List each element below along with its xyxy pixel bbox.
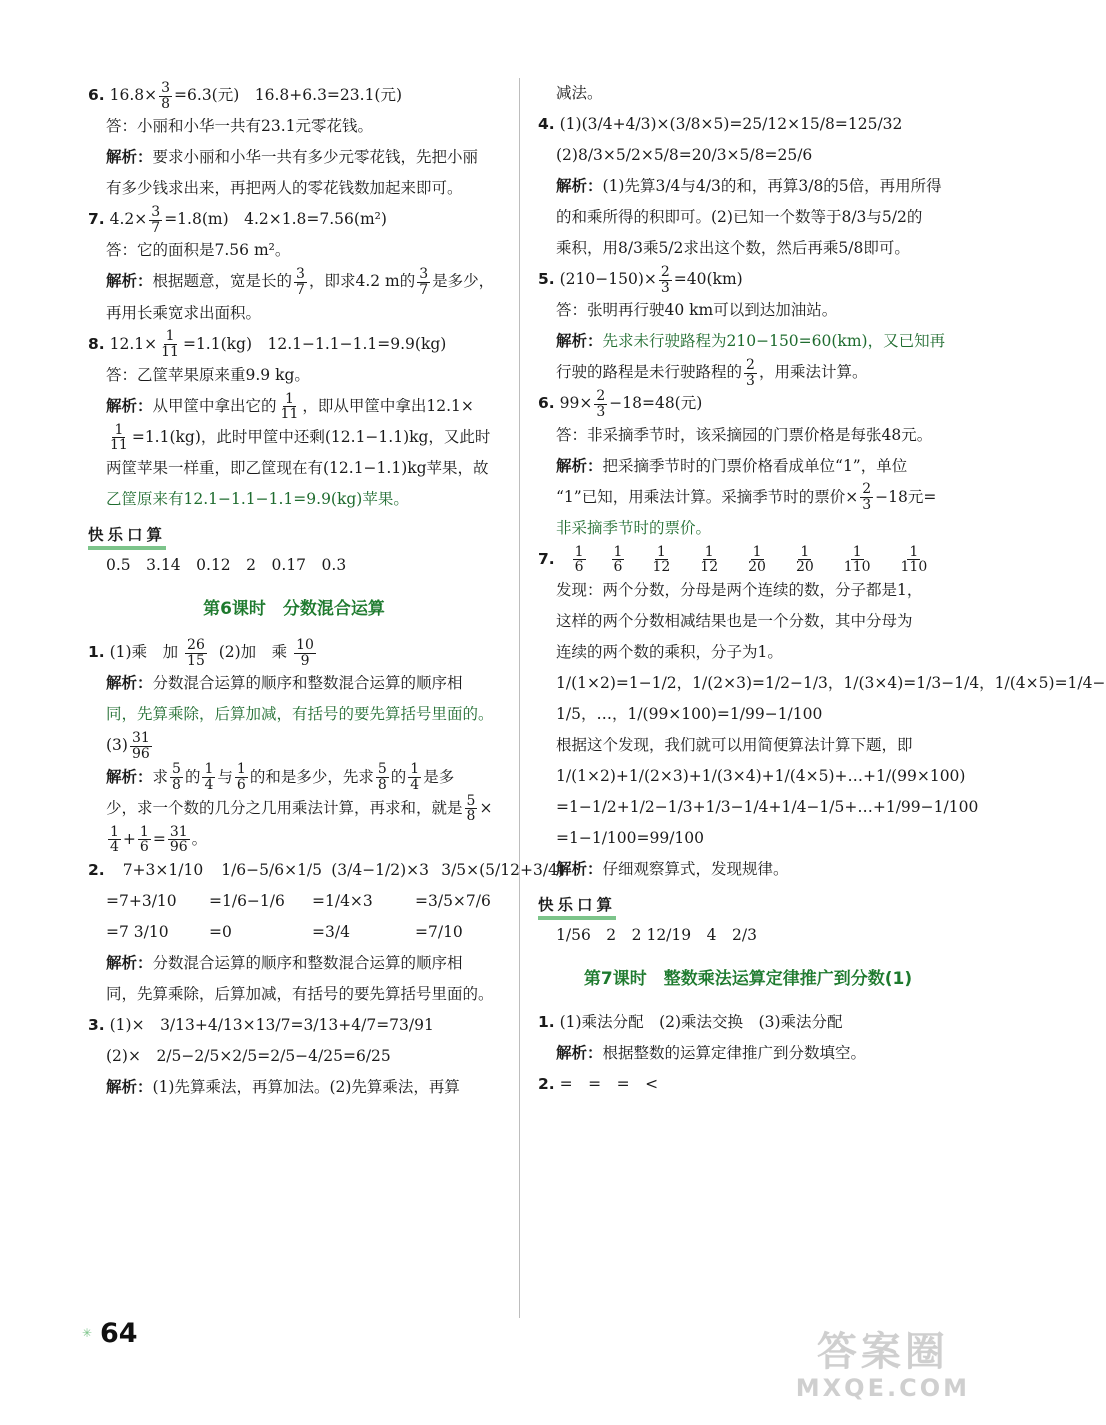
q4-analysis: 解析：(1)先算3/4与4/3的和，再算3/8的5倍，再用所得 (556, 177, 942, 195)
q7-finding: 连续的两个数的乘积，分子为1。 (556, 642, 783, 661)
q7-equation: 1/(1×2)=1−1/2，1/(2×3)=1/2−1/3，1/(3×4)=1/3−1/4，1/(4×5)=1/4− (556, 673, 1106, 692)
lesson-6-title: 第6课时 分数混合运算 (203, 599, 385, 620)
fraction: $\frac{2}{3}$ (660, 263, 670, 296)
l6-q1-analysis-2: 解析：求 $\frac{5}{8}$ 的 $\frac{1}{4}$ 与 $\frac{1}{6}$ 的和是多少，先求 $\frac{5}{8}$ 的 $\frac{1}{4}$ 是多 (106, 761, 455, 793)
right-column (538, 78, 1106, 1100)
fraction: $\frac{2}{3}$ (862, 481, 872, 514)
fraction: $\frac{1}{6}$ (613, 543, 623, 576)
q7-calc: =1−1/100=99/100 (556, 828, 705, 847)
q7-analysis: 解析：仔细观察算式，发现规律。 (556, 859, 789, 878)
q7-analysis: 解析：根据题意，宽是长的 $\frac{3}{7}$ ，即求4.2 m的 $\frac{3}{7}$ 是多少， (106, 266, 495, 298)
q8-equation: 8. 12.1× $\frac{1}{11}$ =1.1(kg) 12.1−1.1−1.1=9.9(kg) (88, 328, 447, 361)
l6-q3-analysis: 解析：(1)先算乘法，再算加法。(2)先算乘法，再算 (106, 1078, 460, 1097)
q7-fractions: 7. $\frac{1}{6}$ $\frac{1}{6}$ $\frac{1}{12}$ $\frac{1}{12}$ $\frac{1}{20}$ $\frac{1}{20}$ $\frac{1}{110}$ $\frac{1}{110}$ (538, 544, 958, 575)
left-column (88, 79, 564, 1103)
q6-answer: 答：非采摘季节时，该采摘园的门票价格是每张48元。 (556, 425, 933, 444)
l6-q2-row: 2. 7+3×1/10 1/6−5/6×1/5 (3/4−1/2)×3 3/5×(5/12+3/4) (88, 861, 564, 880)
fraction: $\frac{10}{9}$ (296, 636, 314, 669)
l6-q1: 1. (1)乘 加 $\frac{26}{15}$ (2)加 乘 $\frac{10}{9}$ (88, 636, 314, 669)
fraction: $\frac{5}{8}$ (377, 761, 387, 793)
l6-q2-analysis: 解析：分数混合运算的顺序和整数混合运算的顺序相 (106, 954, 463, 973)
fraction: $\frac{1}{11}$ (161, 328, 179, 361)
q5-equation: 5. (210−150)× $\frac{2}{3}$ =40(km) (538, 263, 743, 296)
fraction: $\frac{1}{11}$ (110, 421, 128, 454)
q7-equation: 1/5，…，1/(99×100)=1/99−1/100 (556, 704, 823, 723)
q7-calc: =1−1/2+1/2−1/3+1/3−1/4+1/4−1/5+…+1/99−1/100 (556, 797, 979, 816)
q4-part2: (2)8/3×5/2×5/8=20/3×5/8=25/6 (556, 146, 813, 164)
q7-answer: 答：它的面积是7.56 m²。 (106, 241, 291, 260)
q5-answer: 答：张明再行驶40 km可以到达加油站。 (556, 301, 838, 320)
page-number: 64 (100, 1318, 138, 1349)
l6-q1-analysis: 解析：分数混合运算的顺序和整数混合运算的顺序相 (106, 674, 463, 693)
l6-q1-analysis-2-cont: 少，求一个数的几分之几用乘法计算，再求和，就是 $\frac{5}{8}$ × (106, 792, 493, 825)
l6-q3-part2: (2)× 2/5−2/5×2/5=2/5−4/25=6/25 (106, 1047, 391, 1066)
fraction: $\frac{1}{6}$ (574, 543, 584, 576)
fraction: $\frac{3}{7}$ (296, 266, 305, 298)
q7-analysis-cont: 再用长乘宽求出面积。 (106, 303, 262, 322)
l7-q2: 2. = = = < (538, 1074, 659, 1093)
l6-q1-analysis-2-cont: $\frac{1}{4}$ + $\frac{1}{6}$ = $\frac{31}{96}$ 。 (110, 823, 208, 856)
q4-part1: 4. (1)(3/4+4/3)×(3/8×5)=25/12×15/8=125/32 (538, 115, 903, 133)
q6-equation: 6. 99× $\frac{2}{3}$ −18=48(元) (538, 388, 703, 420)
fraction: $\frac{1}{110}$ (900, 543, 928, 576)
l6-q1-part3: (3) $\frac{31}{96}$ (106, 730, 150, 762)
q6-analysis: 解析：把采摘季节时的门票价格看成单位“1”，单位 (556, 456, 908, 475)
fraction: $\frac{1}{20}$ (795, 543, 814, 576)
q5-analysis-cont: 行驶的路程是未行驶路程的 $\frac{2}{3}$ ，用乘法计算。 (556, 357, 868, 389)
fraction: $\frac{1}{6}$ (236, 761, 246, 793)
fraction: $\frac{3}{7}$ (151, 204, 161, 236)
q4-analysis-cont: 乘积，用8/3乘5/2求出这个数，然后再乘5/8即可。 (556, 239, 910, 257)
lesson-7-title: 第7课时 整数乘法运算定律推广到分数(1) (583, 968, 913, 989)
fraction: $\frac{1}{110}$ (843, 543, 871, 576)
q6-equation: 6. 16.8× $\frac{3}{8}$ =6.3(元) 16.8+6.3=23.1(元) (88, 79, 403, 112)
fraction: $\frac{1}{4}$ (410, 761, 420, 793)
q7-finding: 这样的两个分数相减结果也是一个分数，其中分母为 (556, 611, 913, 630)
l6-q2-row: =7 3/10 =0 =3/4 =7/10 (106, 923, 463, 942)
fraction: $\frac{1}{20}$ (748, 543, 766, 576)
q8-analysis-cont: 乙筐原来有12.1−1.1−1.1=9.9(kg)苹果。 (106, 490, 409, 509)
fraction: $\frac{1}{6}$ (139, 823, 149, 856)
l6-q2-row: =7+3/10 =1/6−1/6 =1/4×3 =3/5×7/6 (106, 892, 491, 911)
l7-q1-analysis: 解析：根据整数的运算定律推广到分数填空。 (556, 1043, 867, 1062)
q7-calc: 1/(1×2)+1/(2×3)+1/(3×4)+1/(4×5)+…+1/(99×100) (556, 766, 966, 785)
fraction: $\frac{1}{4}$ (110, 823, 119, 856)
kuaile-answers: 1/56 2 2 12/19 4 2/3 (556, 925, 757, 944)
q8-analysis: 解析：从甲筐中拿出它的 $\frac{1}{11}$ ，即从甲筐中拿出12.1× (106, 390, 474, 423)
q6-analysis-cont: 有多少钱求出来，再把两人的零花钱数加起来即可。 (106, 179, 463, 198)
q4-analysis-cont: 的和乘所得的积即可。(2)已知一个数等于8/3与5/2的 (556, 208, 923, 226)
q7-fraction-list (560, 543, 943, 576)
column-divider (519, 78, 520, 1318)
l6-q2 (88, 855, 564, 948)
kuaile-title: 快乐口算 (88, 523, 166, 550)
q6-analysis-cont: “1”已知，用乘法计算。采摘季节时的票价× $\frac{2}{3}$ −18元= (556, 481, 937, 514)
continued-text: 减法。 (556, 84, 603, 102)
q8-answer: 答：乙筐苹果原来重9.9 kg。 (106, 365, 310, 384)
l6-q1-analysis-cont: 同，先算乘除，后算加减，有括号的要先算括号里面的。 (106, 705, 494, 724)
fraction: $\frac{31}{96}$ (131, 730, 150, 762)
l6-q2-analysis-cont: 同，先算乘除，后算加减，有括号的要先算括号里面的。 (106, 985, 494, 1004)
watermark: 答案圈 MXQE.COM (795, 1329, 970, 1402)
fraction: $\frac{1}{12}$ (700, 543, 719, 576)
fraction: $\frac{5}{8}$ (172, 761, 181, 793)
star-decoration-icon: ✳ (82, 1326, 93, 1340)
fraction: $\frac{1}{12}$ (652, 543, 671, 576)
fraction: $\frac{3}{7}$ (419, 266, 429, 298)
q7-finding: 根据这个发现，我们就可以用简便算法计算下题，即 (556, 735, 913, 754)
q6-analysis: 解析：要求小丽和小华一共有多少元零花钱，先把小丽 (106, 148, 479, 167)
q7-finding: 发现：两个分数，分母是两个连续的数，分子都是1， (556, 580, 923, 599)
kuaile-answers: 0.5 3.14 0.12 2 0.17 0.3 (106, 556, 347, 575)
q6-answer: 答：小丽和小华一共有23.1元零花钱。 (106, 117, 374, 136)
fraction: $\frac{26}{15}$ (187, 636, 205, 669)
q8-analysis-cont: 两筐苹果一样重，即乙筐现在有(12.1−1.1)kg苹果，故 (106, 459, 489, 478)
q5-analysis: 解析：先求未行驶路程为210−150=60(km)，又已知再 (556, 332, 946, 351)
fraction: $\frac{5}{8}$ (466, 792, 476, 825)
q7-equation: 7. 4.2× $\frac{3}{7}$ =1.8(m) 4.2×1.8=7.56(m²) (88, 204, 387, 236)
fraction: $\frac{1}{11}$ (280, 390, 299, 423)
fraction: $\frac{3}{8}$ (161, 79, 171, 112)
fraction: $\frac{2}{3}$ (596, 388, 606, 420)
q8-analysis-cont: $\frac{1}{11}$ =1.1(kg)，此时甲筐中还剩(12.1−1.1)kg，又此时 (110, 421, 491, 454)
l7-q1: 1. (1)乘法分配 (2)乘法交换 (3)乘法分配 (538, 1012, 843, 1031)
fraction: $\frac{1}{4}$ (204, 761, 214, 793)
l6-q3-part1: 3. (1)× 3/13+4/13×13/7=3/13+4/7=73/91 (88, 1016, 434, 1035)
fraction: $\frac{31}{96}$ (169, 823, 188, 856)
fraction: $\frac{2}{3}$ (746, 357, 755, 389)
kuaile-title: 快乐口算 (538, 893, 616, 920)
q6-analysis-cont: 非采摘季节时的票价。 (556, 518, 712, 537)
